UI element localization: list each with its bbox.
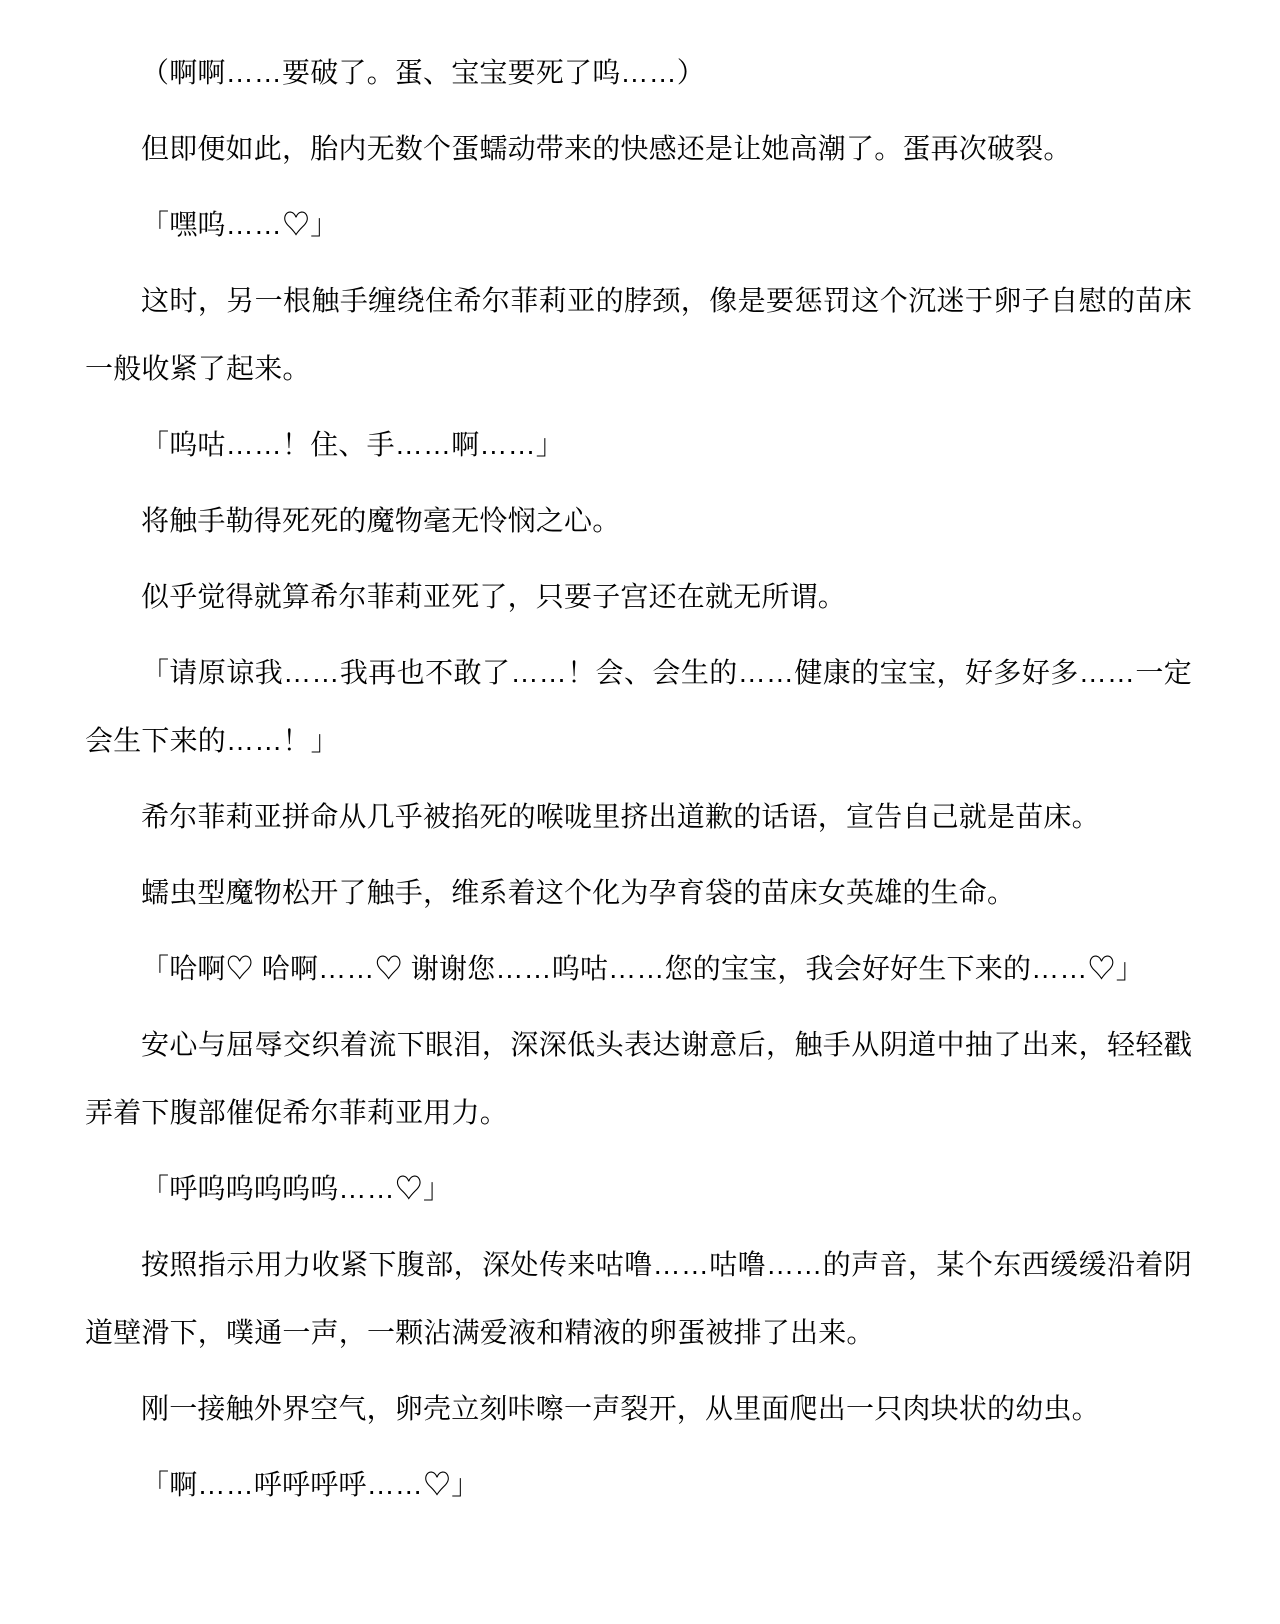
- paragraph-narration: 但即便如此，胎内无数个蛋蠕动带来的快感还是让她高潮了。蛋再次破裂。: [141, 133, 1072, 164]
- paragraph-narration: 将触手勒得死死的魔物毫无怜悯之心。: [141, 505, 621, 536]
- paragraph-monologue: （啊啊……要破了。蛋、宝宝要死了呜……）: [141, 57, 706, 88]
- text-body: [85, 39, 1192, 1519]
- paragraph-narration: 希尔菲莉亚拼命从几乎被掐死的喉咙里挤出道歉的话语，宣告自己就是苗床。: [141, 801, 1100, 832]
- paragraph-dialogue: 「啊……呼呼呼呼……♡」: [141, 1469, 480, 1500]
- paragraph-dialogue: 「嘿呜……♡」: [141, 209, 339, 240]
- paragraph-dialogue: 「哈啊♡ 哈啊……♡ 谢谢您……呜咕……您的宝宝，我会好好生下来的……♡」: [141, 953, 1144, 984]
- paragraph-narration: 刚一接触外界空气，卵壳立刻咔嚓一声裂开，从里面爬出一只肉块状的幼虫。: [141, 1393, 1100, 1424]
- paragraph-narration: 安心与屈辱交织着流下眼泪，深深低头表达谢意后，触手从阴道中抽了出来，轻轻戳弄着下腹部催促希尔菲莉亚用力。: [85, 1029, 1192, 1128]
- paragraph-dialogue: 「呼呜呜呜呜呜……♡」: [141, 1173, 452, 1204]
- paragraph-narration: 这时，另一根触手缠绕住希尔菲莉亚的脖颈，像是要惩罚这个沉迷于卵子自慰的苗床一般收紧了起来。: [85, 285, 1192, 384]
- paragraph-narration: 按照指示用力收紧下腹部，深处传来咕噜……咕噜……的声音，某个东西缓缓沿着阴道壁滑下，噗通一声，一颗沾满爱液和精液的卵蛋被排了出来。: [85, 1249, 1192, 1348]
- paragraph-dialogue: 「请原谅我……我再也不敢了……！会、会生的……健康的宝宝，好多好多……一定会生下来的……！」: [85, 657, 1192, 756]
- paragraph-narration: 蠕虫型魔物松开了触手，维系着这个化为孕育袋的苗床女英雄的生命。: [141, 877, 1016, 908]
- paragraph-narration: 似乎觉得就算希尔菲莉亚死了，只要子宫还在就无所谓。: [141, 581, 847, 612]
- paragraph-dialogue: 「呜咕……！住、手……啊……」: [141, 429, 565, 460]
